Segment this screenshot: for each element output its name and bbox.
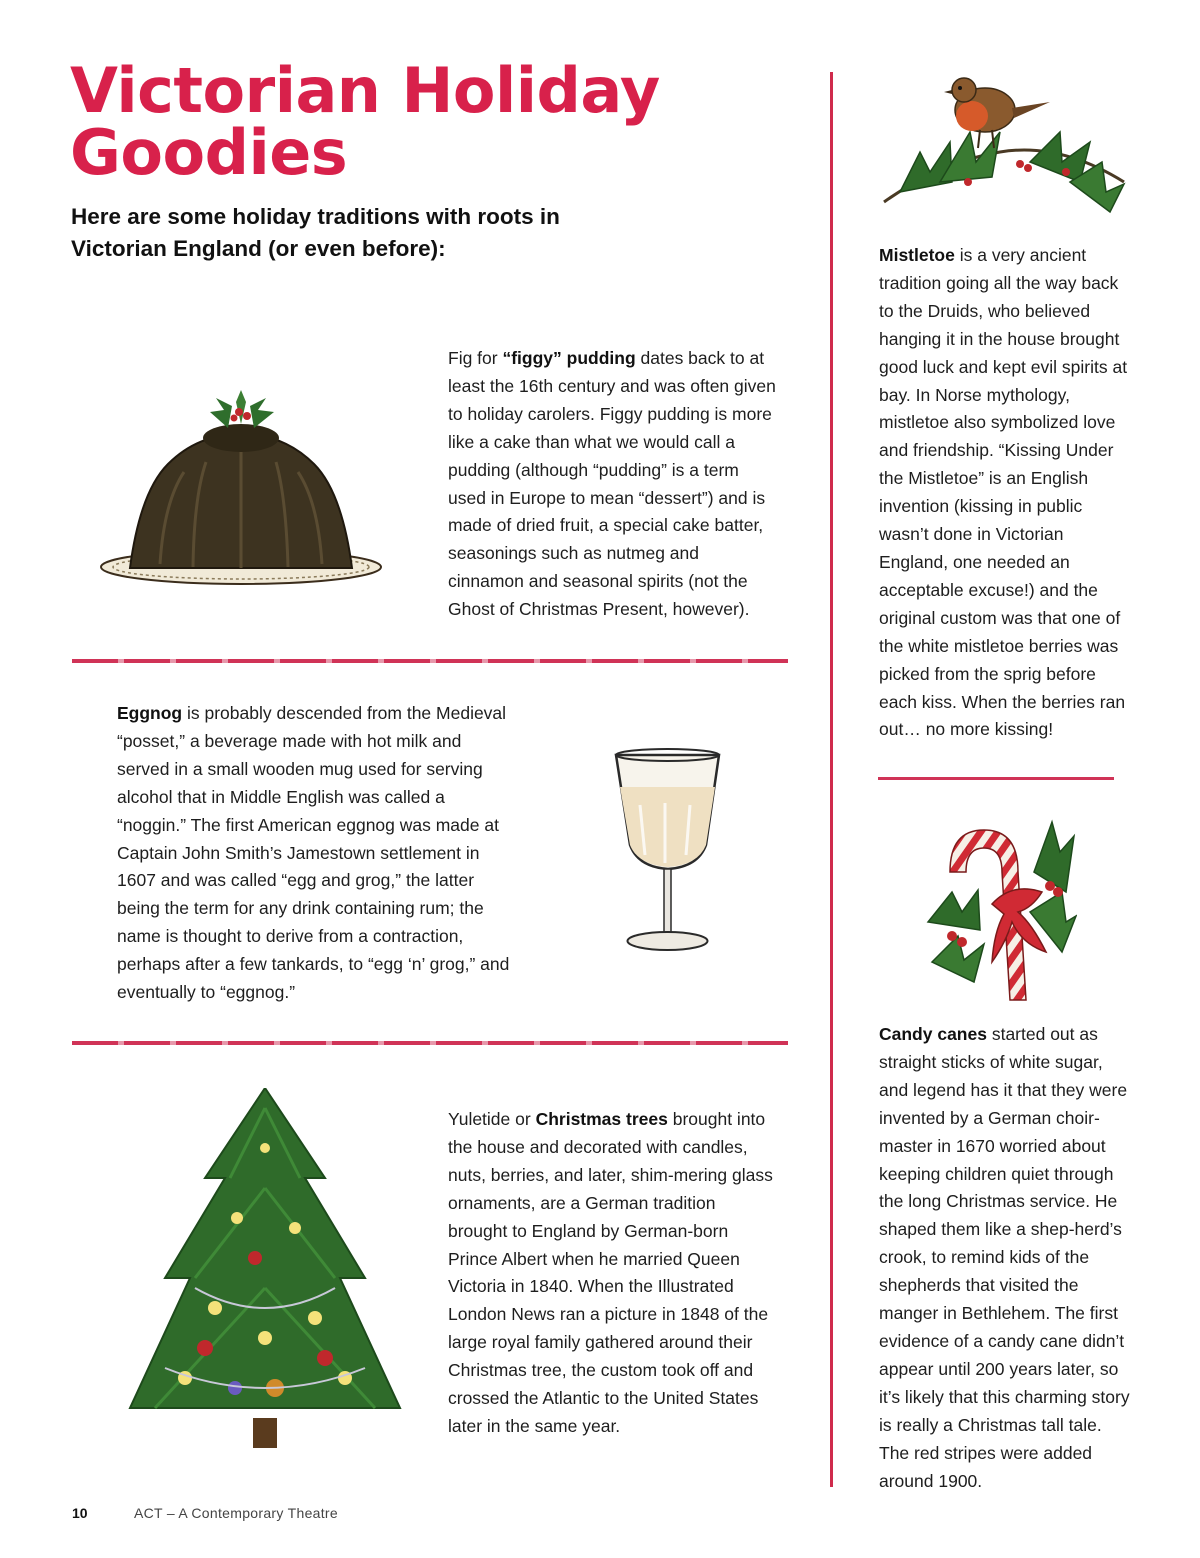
page-title <box>70 54 770 189</box>
section-divider-right <box>878 777 1114 780</box>
trees-body: brought into the house and decorated with candles, nuts, berries, and later, shim-mering glass ornaments, are a German tradition brought to England by German-born Prince Albert when he married Queen Victoria in 1840. When the Illustrated London News ran a picture in 1848 of the large royal family gathered around their Christmas tree, the custom took off and crossed the Atlantic to the United States later in the same year. <box>448 1109 773 1436</box>
eggnog-paragraph <box>117 700 512 1007</box>
page-title-line2: Goodies <box>70 116 348 189</box>
trees-paragraph <box>448 1106 773 1441</box>
section-divider-2 <box>72 1041 788 1045</box>
eggnog-body: is probably descended from the Medieval “posset,” a beverage made with hot milk and served in a small wooden mug used for serving alcohol that in Middle English was called a “noggin.” The first American eggnog was made at Captain John Smith’s Jamestown settlement in 1607 and was called “egg and grog,” the latter being the term for any drink containing rum; the name is thought to derive from a contraction, perhaps after a few tankards, to “egg ‘n’ grog,” and eventually to “eggnog.” <box>117 703 510 1003</box>
pudding-pre: Fig for <box>448 348 503 368</box>
mistletoe-term: Mistletoe <box>879 245 955 265</box>
section-divider-1 <box>72 659 788 663</box>
page-title-line1: Victorian Holiday <box>70 54 660 127</box>
mistletoe-body: is a very ancient tradition going all the way back to the Druids, who believed hanging it in the house brought good luck and kept evil spirits at bay. In Norse mythology, mistletoe also symbolized love and friendship. “Kissing Under the Mistletoe” is an English invention (kissing in public wasn’t done in Victorian England, one needed an acceptable excuse!) and the original custom was that one of the white mistletoe berries was picked from the sprig before each kiss. When the berries ran out… no more kissing! <box>879 245 1128 740</box>
pudding-paragraph <box>448 345 778 624</box>
trees-pre: Yuletide or <box>448 1109 536 1129</box>
candy-cane-paragraph <box>879 1021 1134 1495</box>
eggnog-image <box>610 745 725 960</box>
robin-holly-image <box>880 72 1128 217</box>
footer-organization: ACT – A Contemporary Theatre <box>134 1505 338 1521</box>
candy-cane-body: started out as straight sticks of white sugar, and legend has it that they were invented by a German choir-master in 1670 worried about keeping children quiet through the long Christmas service. He shaped them like a shep-herd’s crook, to remind kids of the shepherds that visited the manger in Bethlehem. The first evidence of a candy cane didn’t appear until 200 years later, so it’s likely that this charming story is really a Christmas tall tale. The red stripes were added around 1900. <box>879 1024 1130 1491</box>
mistletoe-paragraph <box>879 242 1134 744</box>
candy-cane-term: Candy canes <box>879 1024 987 1044</box>
candy-cane-image <box>922 812 1077 1007</box>
pudding-body: dates back to at least the 16th century and was often given to holiday carolers. Figgy pudding is more like a cake than what we would call a pudding (although “pudding” is a term used in Europe to mean “dessert”) and is made of dried fruit, a special cake batter, seasonings such as nutmeg and cinnamon and seasonal spirits (not the Ghost of Christmas Present, however). <box>448 348 776 620</box>
page-number: 10 <box>72 1505 88 1521</box>
column-divider <box>830 72 833 1487</box>
pudding-image <box>98 372 388 592</box>
page-subtitle: Here are some holiday traditions with roots in Victorian England (or even before): <box>71 204 560 261</box>
eggnog-term: Eggnog <box>117 703 183 723</box>
pudding-term: “figgy” pudding <box>502 348 636 368</box>
christmas-tree-image <box>125 1088 405 1458</box>
trees-term: Christmas trees <box>535 1109 668 1129</box>
